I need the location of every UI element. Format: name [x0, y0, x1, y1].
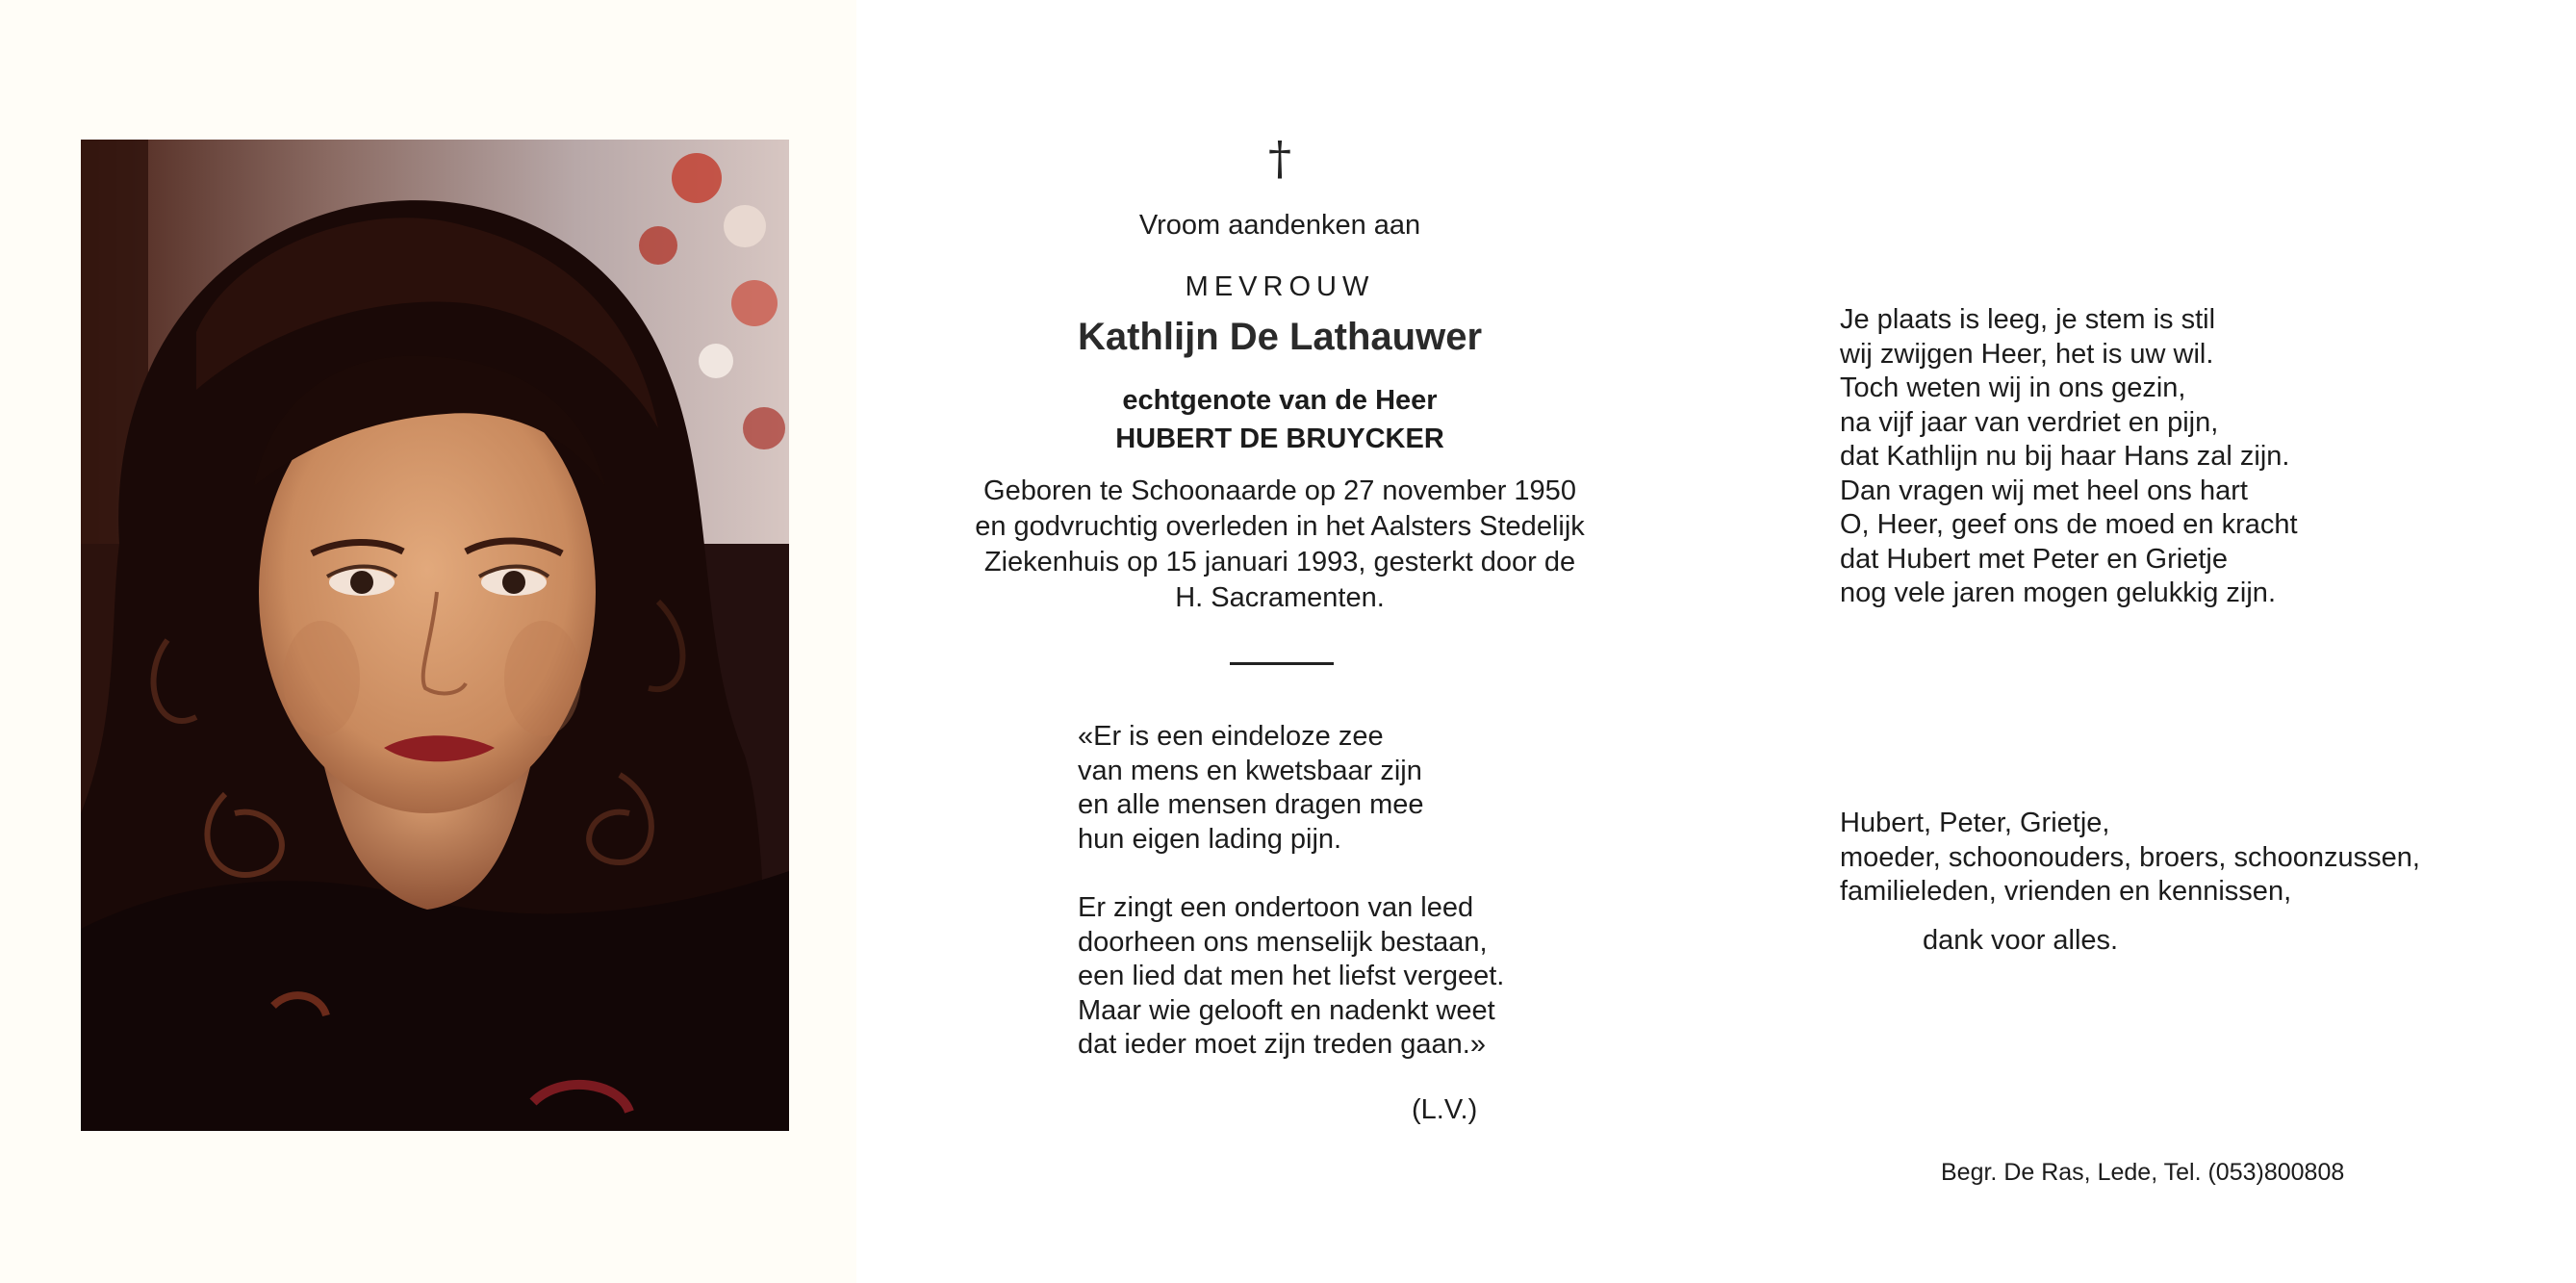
birth-line: Ziekenhuis op 15 januari 1993, gesterkt door de — [983, 547, 1576, 577]
birth-line: Geboren te Schoonaarde op 27 november 1950 — [983, 475, 1576, 506]
poem-line: Maar wie gelooft en nadenkt weet — [1078, 994, 1495, 1026]
poem-line: en alle mensen dragen mee — [1078, 789, 1424, 820]
portrait-photo — [81, 140, 789, 1131]
title-word: MEVROUW — [1185, 271, 1375, 302]
family-list — [1840, 807, 2420, 910]
birth-death-details — [924, 474, 1636, 616]
poem-line: Je plaats is leeg, je stem is stil — [1840, 304, 2216, 335]
family-line: Hubert, Peter, Grietje, — [1840, 808, 2110, 838]
poem-line: dat Kathlijn nu bij haar Hans zal zijn. — [1840, 441, 2290, 472]
poem-line: van mens en kwetsbaar zijn — [1078, 755, 1422, 786]
cross-icon: † — [1268, 132, 1291, 186]
poem-line: na vijf jaar van verdriet en pijn, — [1840, 406, 2219, 438]
spouse-line: echtgenote van de Heer — [1122, 385, 1438, 416]
spouse-name: HUBERT DE BRUYCKER — [1115, 423, 1444, 454]
poem-right — [1840, 303, 2298, 611]
divider-line — [1230, 662, 1334, 665]
poem-line: doorheen ons menselijk bestaan, — [1078, 926, 1488, 958]
deceased-name: Kathlijn De Lathauwer — [1077, 316, 1483, 358]
stanza-gap — [1078, 857, 1504, 891]
poem-line: O, Heer, geef ons de moed en kracht — [1840, 509, 2298, 540]
memorial-intro: Vroom aandenken aan — [1138, 210, 1421, 241]
poem-line: «Er is een eindeloze zee — [1078, 721, 1384, 752]
poem-line: Toch weten wij in ons gezin, — [1840, 372, 2186, 403]
birth-line: en godvruchtig overleden in het Aalsters Stedelijk — [975, 511, 1585, 542]
left-panel — [0, 0, 856, 1283]
poem-line: dat ieder moet zijn treden gaan.» — [1078, 1029, 1486, 1060]
spouse-block — [924, 381, 1636, 458]
poem-left — [1078, 720, 1504, 1063]
poem-line: wij zwijgen Heer, het is uw wil. — [1840, 338, 2214, 370]
undertaker-credit: Begr. De Ras, Lede, Tel. (053)800808 — [1941, 1159, 2345, 1186]
right-panel — [856, 0, 2576, 1283]
poem-line: hun eigen lading pijn. — [1078, 823, 1342, 855]
portrait-illustration — [81, 140, 789, 1131]
family-line: familieleden, vrienden en kennissen, — [1840, 876, 2292, 907]
poem-line: Er zingt een ondertoon van leed — [1078, 892, 1474, 923]
poem-initials: (L.V.) — [1412, 1094, 1478, 1125]
poem-line: een lied dat men het liefst vergeet. — [1078, 961, 1505, 991]
thanks-text: dank voor alles. — [1923, 925, 2119, 956]
family-line: moeder, schoonouders, broers, schoonzussen, — [1840, 841, 2420, 873]
poem-line: nog vele jaren mogen gelukkig zijn. — [1840, 577, 2276, 608]
poem-line: dat Hubert met Peter en Grietje — [1840, 543, 2228, 575]
poem-line: Dan vragen wij met heel ons hart — [1840, 475, 2248, 506]
birth-line: H. Sacramenten. — [1175, 582, 1385, 613]
